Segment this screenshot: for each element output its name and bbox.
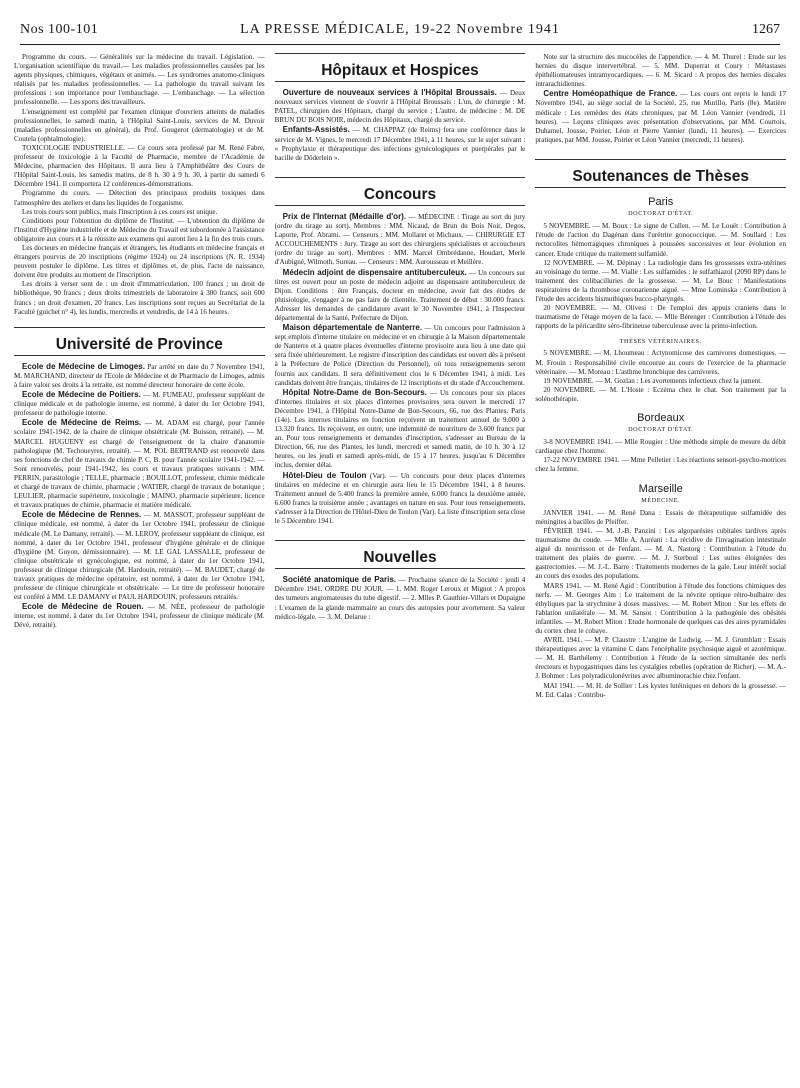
entry-title: Hôpital Notre-Dame de Bon-Secours.	[282, 387, 427, 397]
subsection-note: DOCTORAT D'ÉTAT.	[628, 426, 694, 434]
entry-text: — M. FUMEAU, professeur suppléant de clinique médicale et de pathologie interne, est nommé, à dater du 1er Octobre 1941, professeur de pathologie interne.	[14, 391, 265, 418]
thesis-item: 20 NOVEMBRE. — M. L'Hoste : Eczéma chez le chat. Son traitement par la solénothérapie.	[535, 385, 786, 403]
thesis-item: MARS 1941. — M. René Agid : Contribution à l'étude des fonctions chimiques des nerfs. — M. Georges Aim : Le traitement de la névrite optique rétro-bulbaire des éthyliques par la strychnine à doses massives. — M. Robert Miton : Sur les effets de l'ablation unilatérale — M. M. Sansot : Contribution à la pathogénie des obésités infantiles. — M. Robert Miton : Etude hormonale de quelques cas des aires pyramidales du cortex chez le cobaye.	[535, 581, 786, 635]
column-middle	[275, 53, 526, 1088]
entry-title: Ouverture de nouveaux services à l'Hôpital Broussais.	[282, 88, 497, 98]
entry-poitiers	[14, 390, 265, 418]
entry-title: Maison départementale de Nanterre.	[282, 323, 423, 333]
entry-title: Ecole de Médecine de Rennes.	[22, 510, 142, 520]
entry-title: Ecole de Médecine de Rouen.	[22, 602, 144, 612]
entry-text: — M. CHAPPAZ (de Reims) fera une conférence dans le service de M. Vignes, le mercredi 17 Décembre 1941, à 11 heures, sur le sujet suivant : « Prophylaxie et thérapeutique des infections gynécologiques et puerpérales par le bacille de Döderlein ».	[274, 126, 526, 162]
section-nouvelles	[275, 540, 526, 569]
entry-rennes	[14, 510, 265, 602]
entry-text: — Prochaine séance de la Société : jeudi 4 Décembre 1941. ORDRE DU JOUR. — 1. MM. Roger Leroux et Mignot : A propos des tumeurs angiomateuses du tube digestif. — 2. Mlles P. Gauthier-Villars et Dupaigne : L'examen de la glande mammaire au cours des autopsies pour avortement. Sa valeur médico-légale. — 3. M. Delarue :	[274, 576, 526, 621]
entry-text: — Un concours sur titres est ouvert pour un poste de médecin adjoint au dispensaire antituberculeux de Dijon. Conditions : être Français, docteur en médecine, avoir fait des études de phtisiologie, s'engager à ne pas faire de clientèle. Traitement de début : 30.000 francs. Adresser les demandes de candidature avant le 30 Novembre 1941, à l'Inspecteur départemental de la Santé, Préfecture de Dijon.	[274, 268, 526, 322]
paragraph: Programme du cours. — Détection des principaux produits toxiques dans l'atmosphère des ateliers et dans les liquides de l'organisme.	[14, 189, 265, 207]
section-concours	[275, 177, 526, 206]
entry-title: Médecin adjoint de dispensaire antituberculeux.	[282, 267, 467, 277]
entry-text: — M. NÉE, professeur de pathologie interne, est nommé, à dater du 1er Octobre 1941, professeur de clinique médicale (M. Dévé, retraité).	[14, 603, 265, 630]
entry-text: — MÉDECINE : Tirage au sort du jury (ordre du tirage au sort). Membres : MM. Nicaud, de Brun du Bois Noir, Degos, Laporte, Prof. Abrami. — Censeurs : MM. Mollaret et Michaux. — CHIRURGIE ET ACCOUCHEMENTS : Jury. Tirage au sort des chirurgiens spécialistes et accoucheurs (ordre du tirage au sort). Membres : MM. Marcel Ombrédanne, Houdart, Merle d'Aubigné, Wilmoth, Sureau. — Censeurs : MM. Aurousseau et Meillère.	[274, 212, 526, 267]
paragraph: Les docteurs en médecine français et étrangers, les étudiants en médecine français et étrangers pourvus de 20 inscriptions (régime 1924) ou 24 inscriptions (N. R. 1934) peuvent postuler le diplôme. Les titres et diplômes et, de plus, l'acte de naissance, doivent être produits au moment de l'inscription.	[14, 243, 265, 280]
paragraph: TOXICOLOGIE INDUSTRIELLE. — Ce cours sera professé par M. René Fabre, professeur de toxicologie à la Faculté de Pharmacie, membre de l'Académie de Médecine, pharmacien des Hôpitaux. Il aura lieu à l'Amphithéâtre des Cours de l'Hôpital Saint-Louis, les samedis matins, de 8 h. 30 à 9 h. 30, à partir du samedi 6 Décembre 1941. Il comportera 12 conférences-démonstrations.	[14, 143, 265, 189]
thesis-item: 12 NOVEMBRE. — M. Dépinay : La radiologie dans les grossesses extra-utérines au voisinage du terme. — M. Vialle : Les sulfamides : le sulfathiazol (2090 RP) dans le traitement des colibacilluries de la grossesse. — M. Le Bouc : Manifestations respiratoires de la thrombose coronarienne aiguë. — Mme Lominska : Contribution à l'étude des accidents bismuthiques bucco-pharyngés.	[535, 258, 786, 303]
entry-text: — Deux nouveaux services viennent de s'ouvrir à l'Hôpital Broussais : L'un, de chirurgie : M. PATEL, chirurgien des Hôpitaux, chargé du service ; L'autre, de médecine : M. DE BRUN DU BOIS NOIR, médecin des Hôpitaux, chargé du service.	[274, 89, 526, 125]
paragraph: Conditions pour l'obtention du diplôme de l'Institut. — L'obtention du diplôme de l'Institut d'Hygiène industrielle et de Médecine du Travail est subordonnée à l'assistance obligatoire aux cours et à la réussite aux examens qui auront lieu à la fin des trois cours.	[14, 216, 265, 243]
entry-title: Ecole de Médecine de Limoges.	[22, 361, 145, 371]
entry-broussais	[275, 88, 526, 125]
thesis-item: 20 NOVEMBRE. — M. Olivesi : De l'emploi des appuis craniens dans le traumatisme de l'étage moyen de la face. — Mlle Bérenger : Contribution à l'étude des rapports de la péricardite séro-fibrineuse tuberculeuse avec la primo-infection.	[535, 304, 786, 331]
subsection-title-bordeaux: Bordeaux	[637, 412, 685, 424]
section-title: Université de Province	[14, 340, 265, 356]
entry-text: — Les cours ont repris le lundi 17 Novembre 1941, au siège social de la Société, 25, rue Murillo, Paris (8e). Matière médicale : Les remèdes des états chroniques, par M. Léon Vannier (vendredi, 11 heures). — Leçons cliniques avec présentation d'observations, par MM. Courtois, Duhamel, Jousse, Poirier, Léon et Pierre Vannier (lundi, 11 heures). — Exercices pratiques, par MM. Jousse, Poirier et Léon Vannier (mercredi, 11 heures).	[535, 90, 786, 144]
thesis-item: 5 NOVEMBRE. — M. Boux : Le signe de Cullen. — M. Le Louët : Contribution à l'étude de l'action du Dagénan dans l'urétrite gonococcique. — M. Soullard : Les rectocolites hémorragiques chroniques à poussées successives et leur évolution en cancer. Etude critique du traitement sulfamidé.	[535, 222, 786, 258]
paragraph: L'enseignement est complété par l'examen clinique d'ouvriers atteints de maladies professionnelles, le samedi matin, à l'Hôpital Saint-Louis, services de M. Duvoir (maladies professionnelles en général), du Prof. Gougerot (dermatologie) et de M. Coutela (ophtalmologie).	[14, 107, 265, 143]
section-hopitaux	[275, 53, 526, 82]
entry-prix-internat	[275, 212, 526, 268]
thesis-item: AVRIL 1941. — M. P. Claustre : L'angine de Ludwig. — M. J. Grumblatt : Essais thérapeutiques avec la vitamine C dans l'encéphalite psychosique aiguë et azotémique. — M. H. Barthélemy : Contribution à l'étude de la section simultanée des nerfs érecteurs et hypogastriques dans les cystalgies rebelles (opération de Richer). — M. A.-J. Bohmer : Les polyradiculonévrites avec albuminorachie chez l'enfant.	[535, 636, 786, 681]
paragraph: Les trois cours sont publics, mais l'inscription à ces cours est unique.	[22, 207, 218, 216]
journal-title: LA PRESSE MÉDICALE, 19-22 Novembre 1941	[240, 22, 560, 37]
paragraph: Programme du cours. — Généralités sur la médecine du travail. Législation. — L'organisation scientifique du travail.— Les maladies professionnelles causées par les agents physiques, chimiques, végétaux et animés. — Les syndromes anatomo-cliniques réalisés par les maladies professionnelles. — La pathologie du travail suivant les professions : son importance pour l'embauchage. — L'embauchage. — La sélection professionnelle. — Les sports des travailleurs.	[14, 53, 265, 107]
section-title: Concours	[275, 190, 526, 206]
entry-toulon	[275, 471, 526, 527]
subsection-note: DOCTORAT D'ÉTAT.	[628, 210, 694, 218]
entry-enfants-assistes	[275, 125, 526, 162]
paragraph: Note sur la structure des mucocèles de l'appendice. — 4. M. Thurel : Etude sur les hernies du disque intervertébral. — 5. MM. Duperrat et Coury : Métastases épithéliomateuses intramyocardiques. — 6. M. Sicard : A propos des hernies discales intrarachidiennes.	[535, 53, 786, 89]
entry-text: — Un concours pour six places d'internes titulaires et six places d'internes provisoires sera ouvert le mercredi 17 Décembre 1941, à l'Hôpital Notre-Dame de Bon-Secours, 66, rue des Plantes, Paris (14e). Les internes titulaires en fonction reçoivent un traitement annuel de 9.000 à 13.320 francs. Ils reçoivent, en outre, une indemnité de nourriture de 3.600 francs par an. Pour tous renseignements et demandes d'inscription, s'adresser au Bureau de la Direction, 66, rue des Plantes, les lundi, mercredi et samedi matin, de 10 h. 30 à 12 heures, ou les jeudi et samedi après-midi, de 15 à 17 heures, jusqu'au 6 Décembre inclus, dernier délai.	[274, 388, 526, 470]
paragraph: Les droits à verser sont de : un droit d'immatriculation, 100 francs ; un droit de bibliothèque, 90 francs ; deux droits trimestriels de laboratoire à 300 francs, soit 600 francs ; un droit d'examen, 20 francs. Les inscriptions sont reçues au Secrétariat de la Faculté (guichet n° 4), les lundis, mercredis et vendredis, de 14 à 16 heures.	[14, 280, 265, 316]
entry-rouen	[14, 602, 265, 630]
entry-title: Enfants-Assistés.	[282, 125, 350, 135]
entry-reims	[14, 418, 265, 510]
entry-nanterre	[275, 323, 526, 388]
section-theses	[535, 159, 786, 188]
entry-title: Hôtel-Dieu de Toulon	[282, 470, 367, 480]
subsection-note: THÈSES VÉTÉRINAIRES.	[619, 338, 702, 346]
entry-title: Ecole de Médecine de Reims.	[22, 418, 142, 428]
entry-text: — M. MASSOT, professeur suppléant de clinique médicale, est nommé, à dater du 1er Octobre 1941, professeur de clinique médicale (M. Le Damany, retraité). — M. LEROY, professeur suppléant de clinique, est nommé, à dater du 1er Octobre 1941, professeur d'hygiène générale et de clinique d'hygiène (M. Guyon, démissionnaire). — M. LE GAL LASSALLE, professeur de clinique obstétricale et gynécologique, est nommé, à dater du 1er Octobre 1941, professeur de clinique chirurgicale (M. Hardouin, retraité). — M. BAUDET, chargé de travaux pratiques de médecine opératoire, est nommé, à dater du 1er Octobre 1941, professeur de clinique chirurgicale et obstétricale. — Le titre de professeur honoraire est conféré à MM. LE DAMANY et PAUL HARDOUIN, professeurs retraités.	[14, 511, 265, 602]
subsection-note: MÉDECINE.	[641, 496, 681, 504]
column-left	[14, 53, 265, 1088]
issue-number: Nos 100-101	[20, 22, 99, 37]
thesis-item: 17-22 NOVEMBRE 1941. — Mme Pelletier : Les réactions sensori-psycho-motrices chez la femme.	[535, 456, 786, 474]
page-number: 1267	[752, 22, 780, 37]
thesis-item: 19 NOVEMBRE. — M. Gozlan : Les avortements infectieux chez la jument.	[543, 376, 763, 385]
programme-text	[14, 53, 265, 317]
entry-limoges	[14, 362, 265, 390]
entry-centre-homeopathique	[535, 89, 786, 145]
entry-title: Ecole de Médecine de Poitiers.	[22, 390, 141, 400]
section-title: Nouvelles	[275, 553, 526, 569]
entry-text: (Var). — Un concours pour deux places d'internes titulaires en médecine et en chirurgie aura lieu le 15 Décembre 1941, à 8 heures. Traitement annuel de 5.400 francs la première année, 6.000 francs la deuxième année, 6.600 francs la troisième année ; avantages en nature en sus. Pour tous renseignements, s'adresser à la Direction de l'Hôtel-Dieu de Toulon (Var). La liste d'inscription sera close le 5 Décembre 1941.	[274, 471, 526, 526]
section-title: Soutenances de Thèses	[535, 172, 786, 188]
page-header	[20, 22, 780, 45]
entry-text: Par arrêté en date du 7 Novembre 1941, M. MARCHAND, directeur de l'Ecole de Médecine et de Pharmacie de Limoges, admis à faire valoir ses droits à la retraite, est nommé directeur honoraire de cette école.	[14, 362, 265, 389]
entry-title: Centre Homéopathique de France.	[543, 89, 678, 99]
section-universite	[14, 327, 265, 356]
entry-dispensaire	[275, 268, 526, 324]
subsection-title-marseille: Marseille	[638, 482, 683, 495]
column-right	[535, 53, 786, 1088]
entry-title: Société anatomique de Paris.	[282, 575, 397, 585]
subsection-title-paris: Paris	[648, 196, 674, 209]
thesis-item: 5 NOVEMBRE. — M. Lhoumeau : Actynomicose des carnivores domestiques. — M. Frouin : Responsabilité civile encourue au cours de l'exercice de la pharmacie vétérinaire. — M. Moreau : L'asthme bronchique des carnivores.	[535, 349, 786, 376]
thesis-item: JANVIER 1941. — M. René Dana : Essais de thérapeutique sulfamidée des méningites à bacilles de Pfeiffer.	[535, 508, 786, 526]
entry-text: — Un concours pour l'admission à sept emplois d'interne titulaire en médecine et en chirurgie à la Maison départementale de Nanterre et à quatre places éventuelles d'interne provisoire aura lieu à une date qui sera fixée ultérieurement. Le registre d'inscription des candidats est ouvert dès à présent à la Préfecture de Police (Direction du Personnel), où tous renseignements seront fournis aux candidats. Il sera définitivement clos le 6 Décembre 1941, à midi. Les candidats doivent être français, titulaires de 12 inscriptions et du stade d'Accouchement.	[274, 324, 526, 387]
section-title: Hôpitaux et Hospices	[275, 66, 526, 82]
thesis-item: 3-8 NOVEMBRE 1941. — Mlle Rougier : Une méthode simple de mesure du débit cardiaque chez l'homme.	[535, 438, 786, 456]
entry-societe-anatomique	[275, 575, 526, 621]
thesis-item: MAI 1941. — M. H. de Sollier : Les kystes lutéiniques en dehors de la grossesse. — M. Ed. Calas : Contribu-	[535, 681, 786, 699]
entry-text: — M. ADAM est chargé, pour l'année scolaire 1941-1942, de la chaire de clinique obstétricale (M. Buisson, retraité). — M. MARCEL HUGUENY est chargé de l'enseignement de la chaire d'anatomie pathologique (M. Techoueyres, retraité). — M. POL BERTRAND est renouvelé dans ses fonctions de chef de travaux de chimie P. C. B. pour l'année scolaire 1941-1942. — Sont renouvelés, pour 1941-1942, les cours et travaux pratiques suivants : MM. PERRIN, parasitologie ; TELLE, pharmacie ; BOUILLOT, professeur, chimie médicale et chargé de travaux de chimie, pharmacie ; WATIER, chargé de travaux de botanique ; LEULIER, pharmacie supérieure, toxicologie ; MAINO, pharmacie supérieure, licence et travaux pratiques de chimie, pharmacie et matière médicale.	[14, 419, 265, 510]
entry-title: Prix de l'Internat (Médaille d'or).	[282, 211, 407, 221]
thesis-item: FÉVRIER 1941. — M. J.-B. Panzini : Les algoparésies cubitales tardives après traumatisme du coude. — Mlle A. Auréani : La récidive de l'invagination intestinale aiguë du nourrisson et de l'enfant. — M. A. Nastorg : Contribution à l'étude du traitement des plaies de guerre. — M. J. Sterboul : Les suites éloignées des gastrectomies. — M. J.-L. Barre : Traitements modernes de la gale. Leur intérêt social au cours des exodes des populations.	[535, 526, 786, 581]
entry-bon-secours	[275, 388, 526, 471]
